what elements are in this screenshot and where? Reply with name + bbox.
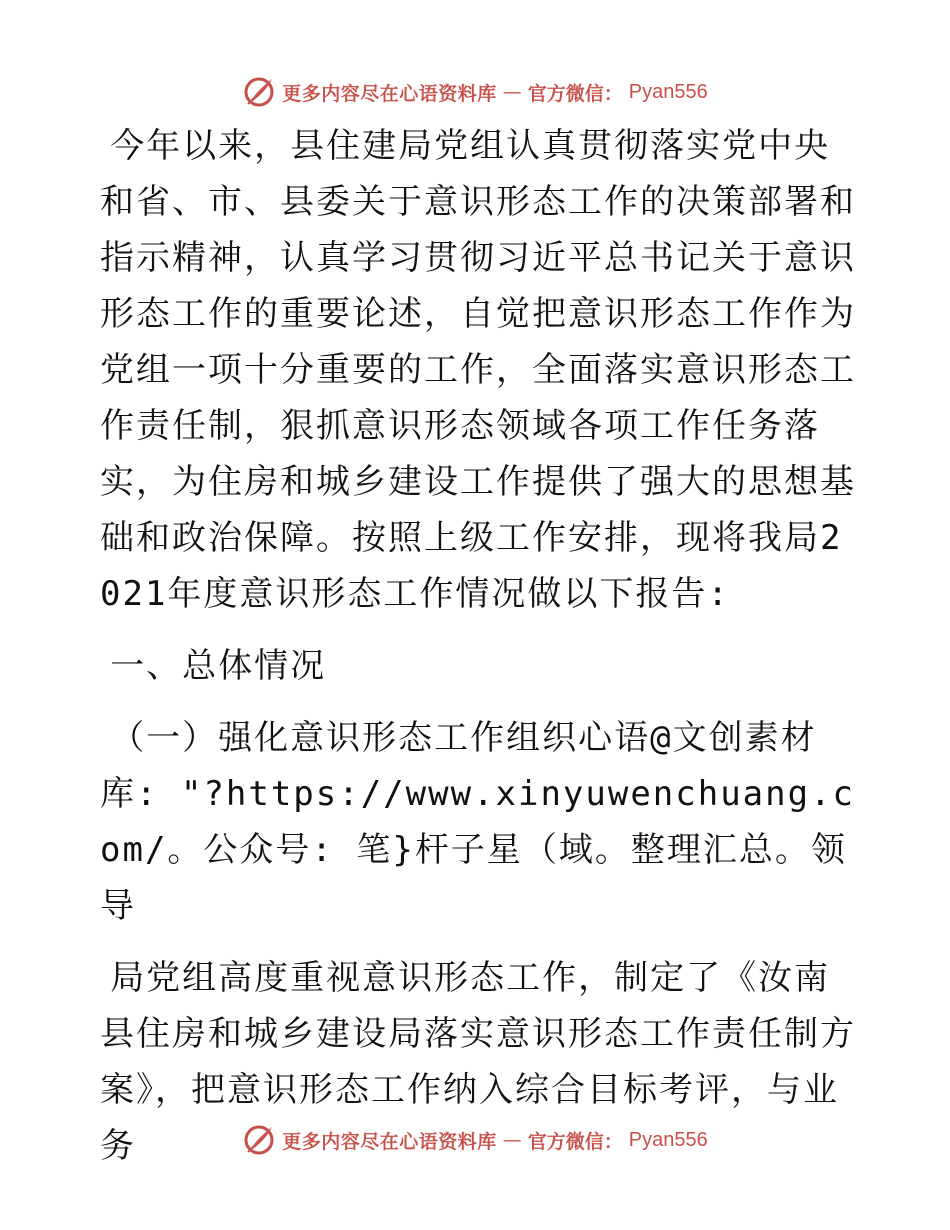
brand-text: 更多内容尽在心语资料库 — [282, 82, 497, 105]
section-heading: 一、总体情况 — [110, 646, 327, 686]
wechat-label: 官方微信： — [527, 1130, 623, 1153]
body-paragraph: 局党组高度重视意识形态工作，制定了《汝南县住房和城乡建设局落实意识形态工作责任制方案》，把意识形态工作纳入综合目标考评，与业务 — [100, 958, 856, 1166]
header-watermark-banner — [0, 70, 950, 114]
intro-paragraph: 今年以来，县住建局党组认真贯彻落实党中央和省、市、县委关于意识形态工作的决策部署和指示精神，认真学习贯彻习近平总书记关于意识形态工作的重要论述，自觉把意识形态工作作为党组一项十分重要的工作，全面落实意识形态工作责任制，狠抓意识形态领域各项工作任务落实，为住房和城乡建设工作提供了强大的思想基础和政治保障。按照上级工作安排，现将我局2021年度意识形态工作情况做以下报告: — [100, 126, 856, 614]
feather-pen-logo-icon — [242, 75, 276, 109]
brand-text: 更多内容尽在心语资料库 — [282, 1130, 497, 1153]
brand-separator: — — [502, 81, 522, 103]
document-body — [100, 118, 860, 1174]
wechat-id: Pyan556 — [628, 80, 708, 103]
footer-watermark-banner — [0, 1118, 950, 1162]
feather-pen-logo-icon — [242, 1123, 276, 1157]
subsection-heading: （一）强化意识形态工作组织心语@文创素材库: "?https://www.xinyuwenchuang.com/。公众号: 笔}杆子星（域。整理汇总。领导 — [100, 718, 856, 926]
brand-separator: — — [502, 1129, 522, 1151]
wechat-label: 官方微信： — [527, 82, 623, 105]
wechat-id: Pyan556 — [628, 1128, 708, 1151]
